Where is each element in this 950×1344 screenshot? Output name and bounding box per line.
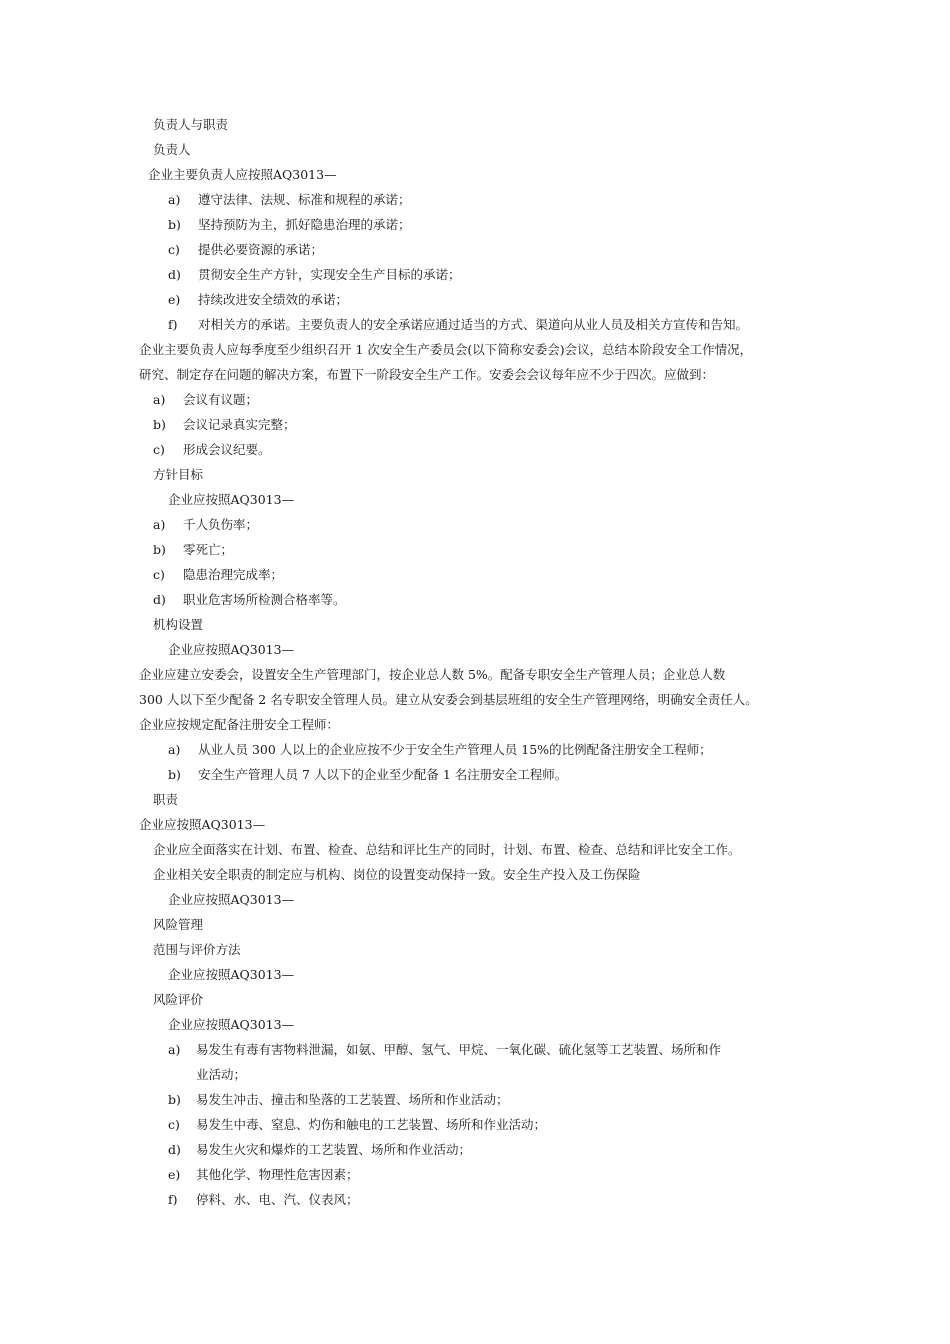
list-item-continuation: 业活动； (196, 1067, 247, 1082)
list-item-text: 会议记录真实完整； (183, 417, 296, 432)
list-marker: f) (168, 1192, 178, 1207)
list-marker: a) (168, 192, 181, 207)
list-marker: d) (153, 592, 166, 607)
list-marker: d) (168, 1142, 181, 1157)
list-item (168, 217, 411, 233)
subsection-heading: 机构设置 (153, 617, 204, 632)
list-item-text: 零死亡； (183, 542, 234, 557)
list-item (168, 317, 748, 333)
list-item (153, 592, 346, 608)
list-item (168, 1092, 509, 1108)
list-item (168, 242, 323, 258)
list-marker: b) (153, 417, 166, 432)
list-marker: b) (168, 217, 181, 232)
list-marker: e) (168, 1167, 181, 1182)
list-marker: f) (168, 317, 178, 332)
subsection-heading: 职责 (153, 792, 179, 807)
list-item (168, 192, 411, 208)
subsection-heading: 范围与评价方法 (153, 942, 241, 957)
list-item-text: 提供必要资源的承诺； (198, 242, 324, 257)
list-item (168, 267, 461, 283)
list-item-text: 从业人员 300 人以上的企业应按不少于安全生产管理人员 15%的比例配备注册安全工程师； (198, 742, 712, 757)
list-item (153, 442, 271, 458)
subsection-heading: 负责人 (153, 142, 191, 157)
section-heading: 风险管理 (153, 917, 204, 932)
list-item-text: 遵守法律、法规、标准和规程的承诺； (198, 192, 411, 207)
paragraph: 企业应全面落实在计划、布置、检查、总结和评比生产的同时，计划、布置、检查、总结和评比安全工作。 (153, 842, 741, 857)
list-item-text: 坚持预防为主，抓好隐患治理的承诺； (198, 217, 411, 232)
list-item (153, 417, 296, 433)
paragraph: 企业应按照AQ3013— (168, 642, 295, 657)
list-item (168, 292, 348, 308)
list-marker: a) (168, 1042, 181, 1057)
list-item-text: 对相关方的承诺。主要负责人的安全承诺应通过适当的方式、渠道向从业人员及相关方宣传和告知。 (198, 317, 749, 332)
list-item (168, 1192, 359, 1208)
list-item (168, 767, 567, 783)
paragraph: 300 人以下至少配备 2 名专职安全管理人员。建立从安委会到基层班组的安全生产管理网络，明确安全责任人。 (139, 692, 758, 707)
list-marker: a) (153, 392, 166, 407)
list-marker: c) (153, 567, 165, 582)
list-item-text: 隐患治理完成率； (183, 567, 284, 582)
list-marker: c) (168, 242, 180, 257)
paragraph: 企业应按照AQ3013— (168, 492, 295, 507)
list-item-text: 形成会议纪要。 (183, 442, 271, 457)
list-marker: b) (168, 1092, 181, 1107)
paragraph: 企业应按照AQ3013— (168, 1017, 295, 1032)
subsection-heading: 方针目标 (153, 467, 204, 482)
list-item-text: 其他化学、物理性危害因素； (196, 1167, 359, 1182)
section-heading: 负责人与职责 (153, 117, 229, 132)
paragraph: 企业应按照AQ3013— (168, 967, 295, 982)
paragraph: 企业应按照AQ3013— (139, 817, 266, 832)
paragraph: 研究、制定存在问题的解决方案，布置下一阶段安全生产工作。安委会会议每年应不少于四次。应做到： (139, 367, 715, 382)
paragraph: 企业主要负责人应按照AQ3013— (148, 167, 337, 182)
list-marker: c) (153, 442, 165, 457)
subsection-heading: 风险评价 (153, 992, 204, 1007)
list-item (153, 567, 283, 583)
list-item-text: 易发生有毒有害物料泄漏，如氨、甲醇、氢气、甲烷、一氧化碳、硫化氢等工艺装置、场所和作 (196, 1042, 722, 1057)
list-item-text: 贯彻安全生产方针，实现安全生产目标的承诺； (198, 267, 461, 282)
list-marker: c) (168, 1117, 180, 1132)
paragraph: 企业应按照AQ3013— (168, 892, 295, 907)
list-marker: b) (168, 767, 181, 782)
paragraph: 企业主要负责人应每季度至少组织召开 1 次安全生产委员会(以下简称安委会)会议，总结本阶段安全工作情况， (139, 342, 753, 357)
list-marker: d) (168, 267, 181, 282)
list-marker: b) (153, 542, 166, 557)
list-item-text: 安全生产管理人员 7 人以下的企业至少配备 1 名注册安全工程师。 (198, 767, 568, 782)
list-item-text: 易发生火灾和爆炸的工艺装置、场所和作业活动； (196, 1142, 472, 1157)
list-item-text: 持续改进安全绩效的承诺； (198, 292, 349, 307)
list-marker: a) (153, 517, 166, 532)
list-marker: a) (168, 742, 181, 757)
list-item (168, 1167, 359, 1183)
list-item-text: 职业危害场所检测合格率等。 (183, 592, 346, 607)
list-item-text: 停料、水、电、汽、仪表风； (196, 1192, 359, 1207)
list-item (168, 1142, 471, 1158)
list-marker: e) (168, 292, 181, 307)
paragraph: 企业应建立安委会，设置安全生产管理部门，按企业总人数 5%。配备专职安全生产管理人员；企业总人数 (139, 667, 726, 682)
list-item (153, 517, 258, 533)
list-item (153, 542, 233, 558)
list-item (168, 742, 712, 758)
list-item-text: 千人负伤率； (183, 517, 259, 532)
list-item (153, 392, 258, 408)
paragraph: 企业应按规定配备注册安全工程师： (139, 717, 340, 732)
list-item-text: 会议有议题； (183, 392, 259, 407)
paragraph: 企业相关安全职责的制定应与机构、岗位的设置变动保持一致。安全生产投入及工伤保险 (153, 867, 641, 882)
list-item-text: 易发生中毒、窒息、灼伤和触电的工艺装置、场所和作业活动； (196, 1117, 547, 1132)
list-item (168, 1042, 721, 1058)
list-item-text: 易发生冲击、撞击和坠落的工艺装置、场所和作业活动； (196, 1092, 509, 1107)
list-item (168, 1117, 546, 1133)
